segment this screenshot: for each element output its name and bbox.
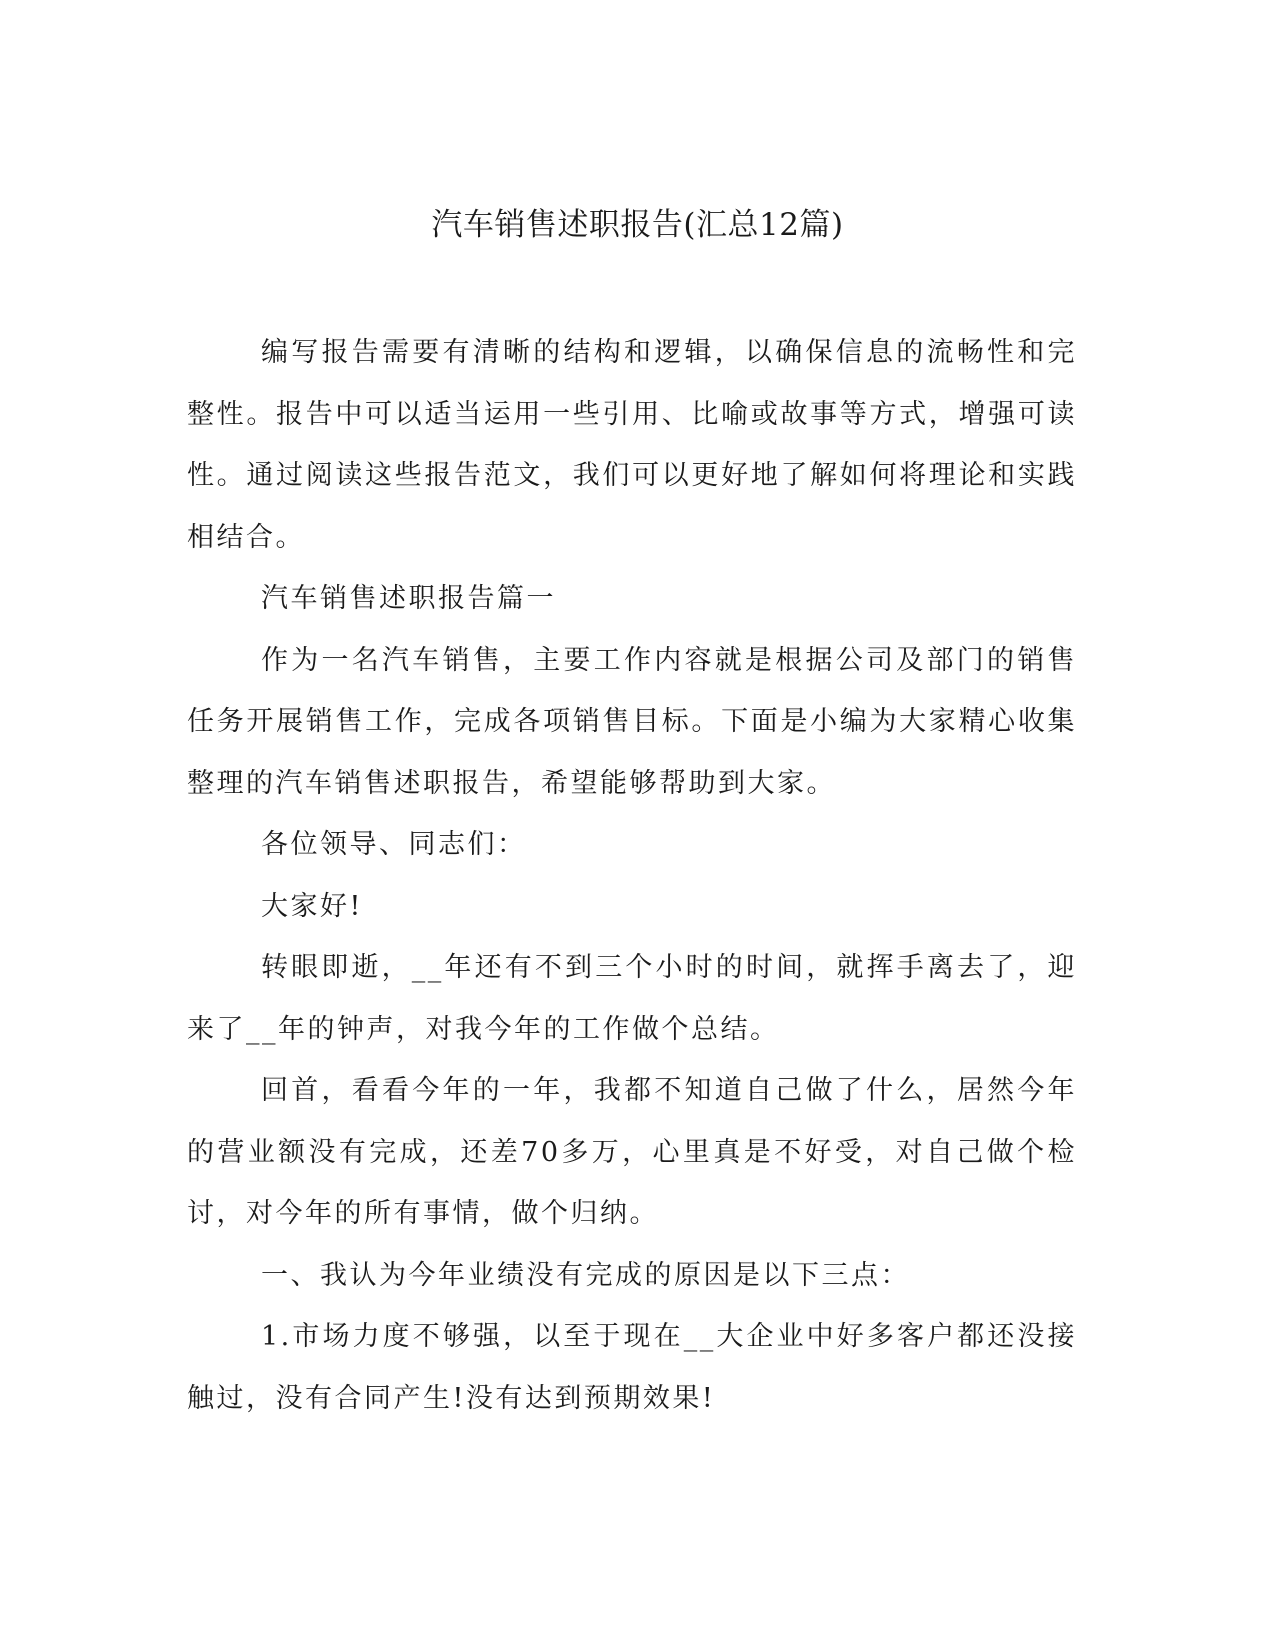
body-paragraph: 转眼即逝，__年还有不到三个小时的时间，就挥手离去了，迎来了__年的钟声，对我今年的工作做个总结。 — [187, 952, 1077, 1045]
body-paragraph: 作为一名汽车销售，主要工作内容就是根据公司及部门的销售任务开展销售工作，完成各项销售目标。下面是小编为大家精心收集整理的汽车销售述职报告，希望能够帮助到大家。 — [187, 644, 1077, 799]
list-heading: 一、我认为今年业绩没有完成的原因是以下三点： — [261, 1259, 910, 1291]
body-paragraph: 回首，看看今年的一年，我都不知道自己做了什么，居然今年的营业额没有完成，还差70多万，心里真是不好受，对自己做个检讨，对今年的所有事情，做个归纳。 — [187, 1075, 1077, 1229]
document-body — [187, 322, 1077, 1429]
greeting: 大家好! — [261, 890, 363, 922]
section-heading: 汽车销售述职报告篇一 — [261, 583, 556, 614]
salutation: 各位领导、同志们： — [261, 829, 527, 860]
intro-paragraph: 编写报告需要有清晰的结构和逻辑，以确保信息的流畅性和完整性。报告中可以适当运用一些引用、比喻或故事等方式，增强可读性。通过阅读这些报告范文，我们可以更好地了解如何将理论和实践相结合。 — [187, 337, 1077, 553]
document-title: 汽车销售述职报告(汇总12篇) — [431, 207, 844, 243]
list-item: 1.市场力度不够强，以至于现在__大企业中好多客户都还没接触过，没有合同产生!没有达到预期效果! — [187, 1321, 1077, 1414]
